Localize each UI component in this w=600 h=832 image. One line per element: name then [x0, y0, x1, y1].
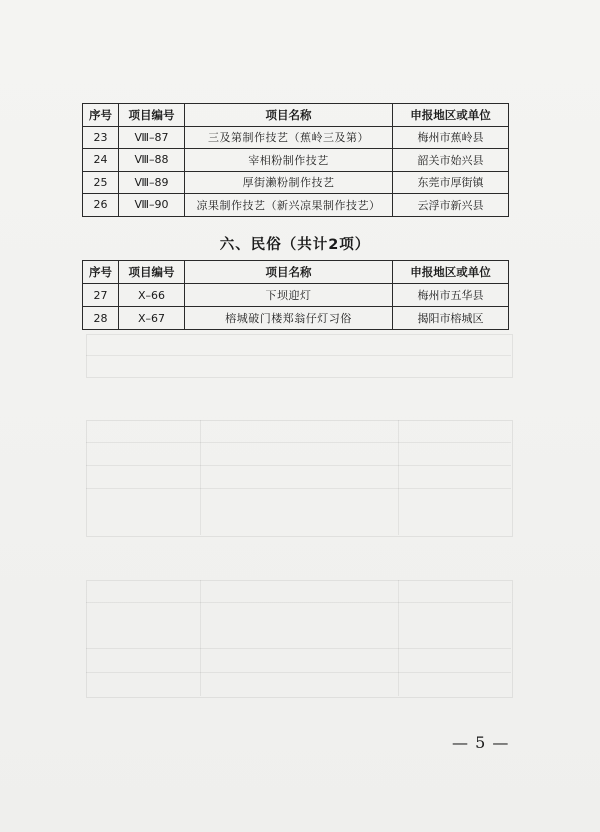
cell-region: 东莞市厚街镇 — [393, 171, 509, 194]
cell-project-code: Ⅷ–90 — [119, 194, 185, 217]
cell-project-name: 凉果制作技艺（新兴凉果制作技艺） — [185, 194, 393, 217]
table-header-row — [83, 261, 509, 284]
header-region: 申报地区或单位 — [393, 261, 509, 284]
folk-customs-table — [82, 260, 509, 330]
header-project-code: 项目编号 — [119, 104, 185, 127]
cell-project-code: Ⅹ–67 — [119, 307, 185, 330]
cell-serial-number: 24 — [83, 149, 119, 172]
show-through-rule — [86, 648, 511, 649]
cell-project-name: 三及第制作技艺（蕉岭三及第） — [185, 126, 393, 149]
table-row — [83, 171, 509, 194]
cell-serial-number: 28 — [83, 307, 119, 330]
projects-table-continued — [82, 103, 509, 217]
cell-serial-number: 23 — [83, 126, 119, 149]
cell-project-name: 厚街濑粉制作技艺 — [185, 171, 393, 194]
table-row — [83, 284, 509, 307]
cell-region: 梅州市五华县 — [393, 284, 509, 307]
cell-region: 云浮市新兴县 — [393, 194, 509, 217]
cell-region: 揭阳市榕城区 — [393, 307, 509, 330]
cell-region: 韶关市始兴县 — [393, 149, 509, 172]
show-through-rule — [86, 488, 511, 489]
cell-serial-number: 25 — [83, 171, 119, 194]
show-through-table-1 — [86, 334, 513, 378]
table-header-row — [83, 104, 509, 127]
cell-project-code: Ⅷ–88 — [119, 149, 185, 172]
header-project-code: 项目编号 — [119, 261, 185, 284]
table-row — [83, 307, 509, 330]
cell-project-name: 榕城破门楼郑翁仔灯习俗 — [185, 307, 393, 330]
header-serial-number: 序号 — [83, 261, 119, 284]
cell-project-name: 宰相粉制作技艺 — [185, 149, 393, 172]
show-through-table-3 — [86, 580, 513, 698]
header-serial-number: 序号 — [83, 104, 119, 127]
show-through-rule — [86, 672, 511, 673]
table-row — [83, 126, 509, 149]
show-through-rule — [398, 420, 399, 535]
show-through-rule — [200, 420, 201, 535]
show-through-table-2 — [86, 420, 513, 537]
cell-project-name: 下坝迎灯 — [185, 284, 393, 307]
cell-serial-number: 27 — [83, 284, 119, 307]
cell-project-code: Ⅹ–66 — [119, 284, 185, 307]
table-row — [83, 149, 509, 172]
header-project-name: 项目名称 — [185, 261, 393, 284]
show-through-rule — [86, 465, 511, 466]
cell-project-code: Ⅷ–87 — [119, 126, 185, 149]
show-through-rule — [86, 355, 511, 356]
header-region: 申报地区或单位 — [393, 104, 509, 127]
table-row — [83, 194, 509, 217]
show-through-rule — [200, 580, 201, 696]
cell-serial-number: 26 — [83, 194, 119, 217]
show-through-rule — [86, 602, 511, 603]
cell-project-code: Ⅷ–89 — [119, 171, 185, 194]
show-through-rule — [86, 442, 511, 443]
page-number: — 5 — — [452, 733, 510, 752]
cell-region: 梅州市蕉岭县 — [393, 126, 509, 149]
header-project-name: 项目名称 — [185, 104, 393, 127]
show-through-rule — [398, 580, 399, 696]
section-heading-folk-customs: 六、民俗（共计2项） — [219, 237, 371, 253]
